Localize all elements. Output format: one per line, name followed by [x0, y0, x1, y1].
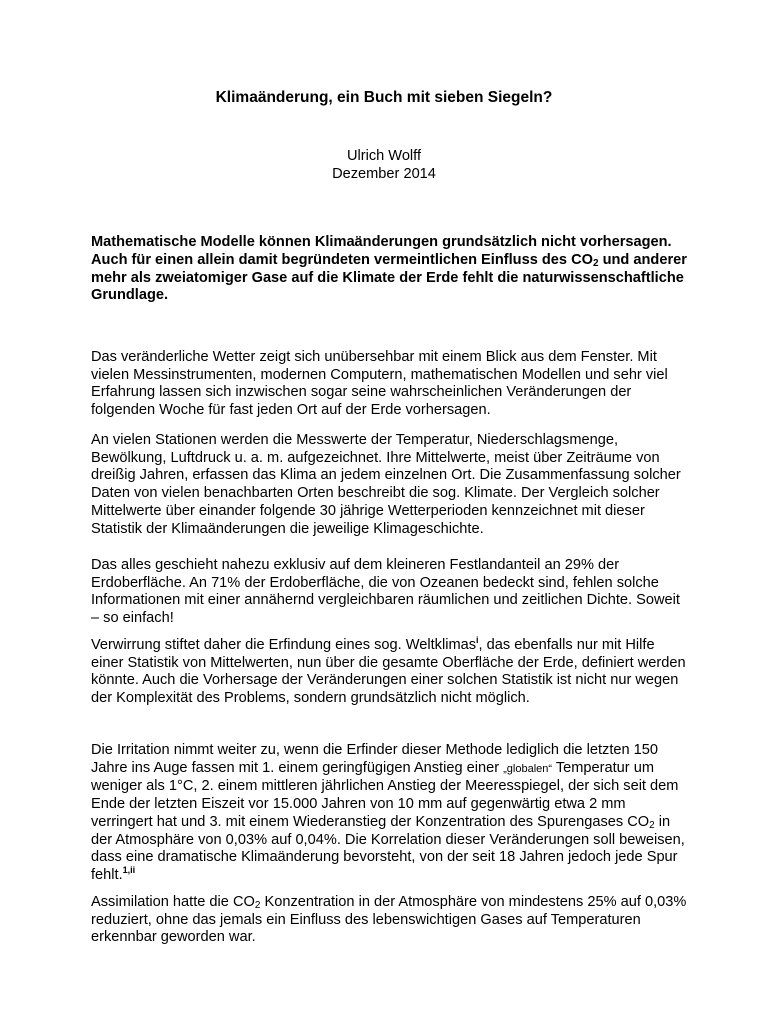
- paragraph-world-climate: [91, 637, 691, 708]
- footnote-ref-1-ii: 1,ii: [122, 864, 136, 875]
- abstract-text-2: und anderer mehr als zweiatomiger Gase auf die Klimate der Erde fehlt die naturwissenschaftliche Grundlage.: [91, 251, 687, 304]
- paragraph-assimilation-text-2: Konzentration in der Atmosphäre von mindestens 25% auf 0,03% reduziert, ohne das jemals ein Einfluss des lebenswichtigen Gases auf Temperaturen erkennbar geworden war.: [91, 894, 687, 946]
- quoted-global: „globalen“: [503, 762, 553, 775]
- paragraph-irritation-text-3: in der Atmosphäre von 0,03% auf 0,04%. Die Korrelation dieser Veränderungen soll beweisen, dass eine dramatische Klimaänderung bevorsteht, von der seit 18 Jahren jedoch jede Spur fehlt.: [91, 813, 685, 883]
- paragraph-weather: Das veränderliche Wetter zeigt sich unübersehbar mit einem Blick aus dem Fenster. Mit vielen Messinstrumenten, modernen Computern, mathematischen Modellen und sehr viel Erfahrung lassen sich inzwischen sogar seine wahrscheinlichen Veränderungen der folgenden Woche für fast jeden Ort auf der Erde vorhersagen.: [91, 349, 668, 419]
- paragraph-assimilation-text-1: Assimilation hatte die CO: [91, 894, 255, 910]
- abstract: [91, 234, 691, 305]
- paragraph-stations: An vielen Stationen werden die Messwerte der Temperatur, Niederschlagsmenge, Bewölkung, Luftdruck u. a. m. aufgezeichnet. Ihre Mittelwerte, meist über Zeiträume von dreißig Jahren, erfassen das Klima an jedem einzelnen Ort. Die Zusammenfassung solcher Daten von vielen benachbarten Orten beschreibt die sog. Klimate. Der Vergleich solcher Mittelwerte über einander folgende 30 jährige Wetterperioden kennzeichnet mit dieser Statistik der Klimaänderungen die jeweilige Klimageschichte.: [91, 432, 681, 537]
- paragraph-world-climate-text-2: , das ebenfalls nur mit Hilfe einer Statistik von Mittelwerten, nun über die gesamte Oberfläche der Erde, definiert werden könnte. Auch die Vorhersage der Veränderungen einer solchen Statistik ist nicht nur wegen der Komplexität des Problems, sondern grundsätzlich nicht möglich.: [91, 637, 686, 707]
- co2-subscript: 2: [649, 819, 655, 831]
- abstract-text-1: Mathematische Modelle können Klimaänderungen grundsätzlich nicht vorhersagen. Auch für einen allein damit begründeten vermeintlichen Einfluss des CO: [91, 234, 672, 268]
- paragraph-irritation-text-2: Temperatur um weniger als 1°C, 2. einem mittleren jährlichen Anstieg der Meeresspiegel, der sich seit dem Ende der letzten Eiszeit vor 15.000 Jahren von 10 mm auf gegenwärtig etwa 2 mm verringert hat und 3. mit einem Wiederanstieg der Konzentration des Spurengases CO: [91, 759, 679, 830]
- footnote-ref-i: i: [476, 635, 479, 645]
- paragraph-land-share: Das alles geschieht nahezu exklusiv auf dem kleineren Festlandanteil an 29% der Erdoberfläche. An 71% der Erdoberfläche, die von Ozeanen bedeckt sind, fehlen solche Informationen mit einer annähernd vergleichbaren räumlichen und zeitlichen Dichte. Soweit – so einfach!: [91, 557, 680, 627]
- paragraph-world-climate-text-1: Verwirrung stiftet daher die Erfindung eines sog. Weltklimas: [91, 637, 477, 653]
- document-date: Dezember 2014: [332, 165, 436, 182]
- co2-subscript-2: 2: [254, 900, 261, 911]
- document-title: Klimaänderung, ein Buch mit sieben Siegeln?: [215, 89, 553, 106]
- paragraph-assimilation: [91, 894, 691, 947]
- author-name: Ulrich Wolff: [346, 148, 422, 164]
- abstract-subscript: 2: [592, 257, 599, 269]
- author-block: [0, 148, 768, 183]
- paragraph-irritation: [91, 742, 691, 885]
- paragraph-irritation-text-1: Die Irritation nimmt weiter zu, wenn die Erfinder dieser Methode lediglich die letzten 150 Jahre ins Auge fassen mit 1. einem geringfügigen Anstieg einer: [91, 742, 659, 776]
